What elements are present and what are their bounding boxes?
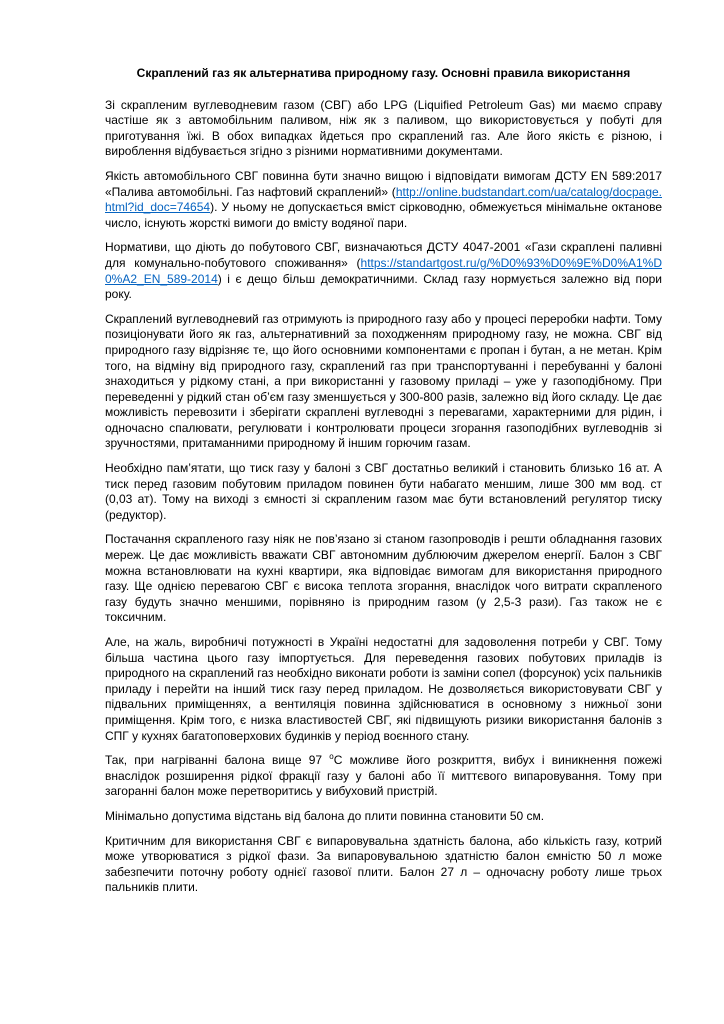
paragraph: Критичним для використання СВГ є випаровувальна здатність балона, або кількість газу, котрий може утворюватися з рідкої фази. За випаровувальною здатністю балон ємністю 50 л може забезпечити поточну роботу однієї газової плити. Балон 27 л – одночасну роботу лише трьох пальників плити. (105, 833, 662, 895)
paragraph: Нормативи, що діють до побутового СВГ, визначаються ДСТУ 4047-2001 «Гази скраплені паливні для комунально-побутового споживання» (https://standartgost.ru/g/%D0%93%D0%9E%D0%A1%D0%A2_EN_589-2014) і є дещо більш демократичними. Склад газу нормується залежно від пори року. (105, 240, 662, 302)
paragraph: Зі скрапленим вуглеводневим газом (СВГ) або LPG (Liquified Petroleum Gas) ми маємо справу частіше як з автомобільним паливом, ніж як з паливом, що використовується у побуті для приготування їжі. В обох випадках йдеться про скраплений газ. Але його якість є різною, і вироблення відбувається згідно з різними нормативними документами. (105, 97, 662, 159)
document-body (105, 98, 662, 896)
paragraph: Необхідно пам’ятати, що тиск газу у балоні з СВГ достатньо великий і становить близько 16 ат. А тиск перед газовим побутовим приладом повинен бути набагато меншим, лише 300 мм вод. ст (0,03 ат). Тому на виході з ємності зі скрапленим газом має бути встановлений регулятор тиску (редуктор). (105, 461, 662, 522)
paragraph: Мінімально допустима відстань від балона до плити повинна становити 50 см. (105, 808, 545, 823)
paragraph: Якість автомобільного СВГ повинна бути значно вищою і відповідати вимогам ДСТУ EN 589:2017 «Палива автомобільні. Газ нафтовий скраплений» (http://online.budstandart.com/ua/catalog/docpage.html?id_doc=74654). У ньому не допускається вміст сірководню, обмежується мінімальне октанове число, існують жорсткі вимоги до вмісту водяної пари. (105, 168, 662, 230)
paragraph: Так, при нагріванні балона вище 97 $^о$С можливе його розкриття, вибух і виникнення пожежі внаслідок розширення рідкої фракції газу у балоні або її миттєвого випаровування. Тому при загоранні балон може перетворитись у вибуховий пристрій. (105, 752, 662, 799)
hyperlink[interactable]: http://online.budstandart.com/ua/catalog/docpage.html?id_doc=74654 (105, 184, 662, 215)
superscript-text: о (329, 752, 334, 762)
hyperlink[interactable]: https://standartgost.ru/g/%D0%93%D0%9E%D0%A1%D0%A2_EN_589-2014 (105, 255, 662, 286)
paragraph: Скраплений вуглеводневий газ отримують із природного газу або у процесі переробки нафти. Тому позиціонувати його як газ, альтернативний за походженням природному газу, не можна. СВГ від природного газу відрізняє те, що його основними компонентами є пропан і бутан, а не метан. Крім того, на відміну від природного газу, скраплений газ при транспортуванні і перебуванні у балоні знаходиться у рідкому стані, а при використанні у газовому приладі – уже у газоподібному. При переведенні у рідкий стан об’єм газу зменшується у 300-800 разів, залежно від його складу. Це дає можливість перевозити і зберігати скраплені вуглеводні з перевагами, характерними для рідин, і одночасно спалювати, регулювати і контролювати процеси згорання газоподібних вуглеводнів зі зручностями, притаманними природному й іншим горючим газам. (105, 311, 662, 451)
document-title: Скраплений газ як альтернатива природному газу. Основні правила використання (136, 66, 631, 80)
paragraph: Але, на жаль, виробничі потужності в Україні недостатні для задоволення потреби у СВГ. Тому більша частина цього газу імпортується. Для переведення газових побутових приладів із природного на скраплений газ необхідно виконати роботи із заміни сопел (форсунок) усіх пальників приладу і перейти на інший тиск газу перед приладом. Не дозволяється використовувати СВГ у підвальних приміщеннях, а вентиляція повинна здійснюватися в основному з нижньої зони приміщення. Крім того, є низка властивостей СВГ, які підвищують ризики використання балонів з СПГ у кухнях багатоповерхових будинків у період воєнного стану. (105, 635, 662, 743)
paragraph: Постачання скрапленого газу ніяк не пов’язано зі станом газопроводів і решти обладнання газових мереж. Це дає можливість вважати СВГ автономним дублюючим джерелом енергії. Балон з СВГ можна встановлювати на кухні квартири, яка відповідає вимогам для використання природного газу. Ще однією перевагою СВГ є висока теплота згорання, внаслідок чого витрати скрапленого газу будуть значно меншими, порівняно із природним газом (у 2,5-3 рази). Газ також не є токсичним. (105, 532, 662, 625)
